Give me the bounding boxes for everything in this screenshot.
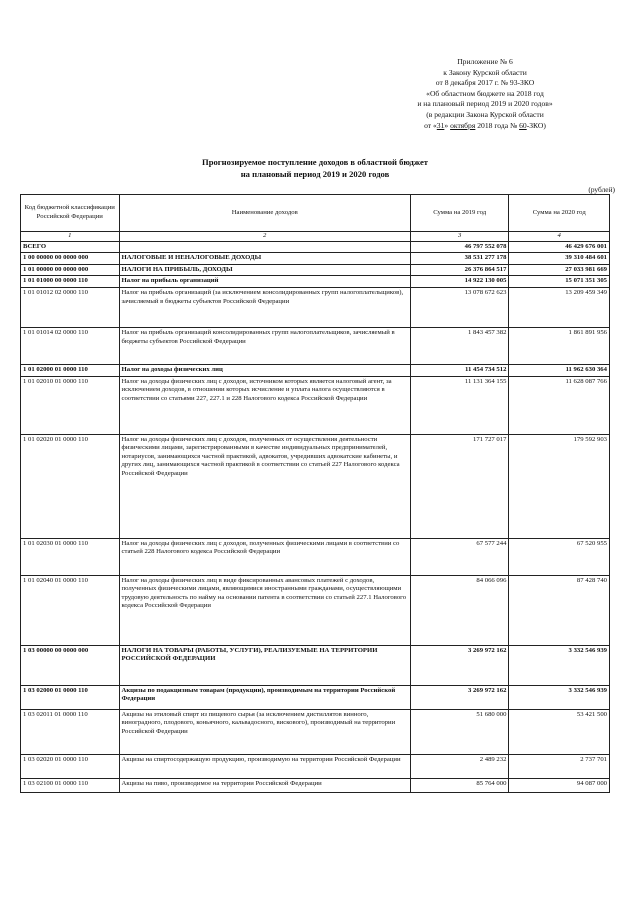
row-sum-2019: 51 680 000 [410, 709, 509, 754]
edition-prefix: от « [424, 120, 437, 130]
row-name: Налог на доходы физических лиц [119, 364, 410, 376]
row-sum-2020: 1 861 891 956 [509, 327, 610, 364]
table-row [21, 264, 610, 276]
row-code: ВСЕГО [21, 241, 120, 253]
row-sum-2019: 14 922 130 005 [410, 276, 509, 288]
row-name: Налог на доходы физических лиц в виде фиксированных авансовых платежей с доходов, полученных физическими лицами, являющимися иностранными гражданами, осуществляющими трудовую деятельность по найму на основании патента в соответствии со статьей 227.1 Налогового кодекса Российской Федерации [119, 575, 410, 645]
row-code: 1 01 02020 01 0000 110 [21, 434, 120, 538]
table-body [21, 241, 610, 792]
row-sum-2020: 11 628 087 766 [509, 376, 610, 434]
row-name: Налог на прибыль организаций [119, 276, 410, 288]
title-line: Прогнозируемое поступление доходов в областной бюджет [202, 157, 428, 167]
row-code: 1 01 01012 02 0000 110 [21, 287, 120, 327]
appendix-line: и на плановый период 2019 и 2020 годов» [417, 99, 553, 109]
table-row [21, 276, 610, 288]
row-sum-2020: 87 428 740 [509, 575, 610, 645]
index-cell: 1 [21, 232, 120, 242]
table-header-row [21, 195, 610, 232]
row-name: Акцизы на спиртосодержащую продукцию, производимую на территории Российской Федерации [119, 754, 410, 778]
edition-mid: » [444, 120, 451, 130]
index-cell: 2 [119, 232, 410, 242]
table-row [21, 364, 610, 376]
index-cell: 4 [509, 232, 610, 242]
row-code: 1 03 02011 01 0000 110 [21, 709, 120, 754]
row-code: 1 01 00000 00 0000 000 [21, 264, 120, 276]
row-sum-2020: 13 209 459 349 [509, 287, 610, 327]
row-sum-2020: 67 520 955 [509, 538, 610, 575]
row-name: Налог на прибыль организаций (за исключением консолидированных групп налогоплательщиков), зачисляемый в бюджеты субъектов Российской Федерации [119, 287, 410, 327]
row-name [119, 241, 410, 253]
appendix-line: (в редакции Закона Курской области [426, 109, 544, 119]
row-sum-2019: 171 727 017 [410, 434, 509, 538]
row-sum-2019: 3 269 972 162 [410, 645, 509, 685]
table-row [21, 778, 610, 792]
table-row [21, 754, 610, 778]
appendix-line: от 8 декабря 2017 г. № 93-ЗКО [435, 78, 535, 88]
row-name: НАЛОГИ НА ПРИБЫЛЬ, ДОХОДЫ [119, 264, 410, 276]
row-code: 1 01 02000 01 0000 110 [21, 364, 120, 376]
table-row [21, 645, 610, 685]
header-sum-2020: Сумма на 2020 год [509, 195, 610, 232]
row-code: 1 01 01000 00 0000 110 [21, 276, 120, 288]
row-sum-2019: 84 066 096 [410, 575, 509, 645]
row-sum-2019: 13 078 672 623 [410, 287, 509, 327]
edition-year: 2018 года № [475, 120, 520, 130]
appendix-block [380, 57, 590, 131]
appendix-line: «Об областном бюджете на 2018 год [426, 88, 544, 98]
row-sum-2020: 27 033 981 669 [509, 264, 610, 276]
row-sum-2019: 38 531 277 178 [410, 253, 509, 265]
table-row [21, 287, 610, 327]
row-name: Налог на доходы физических лиц с доходов, источником которых является налоговый агент, за исключением доходов, в отношении которых исчисление и уплата налога осуществляются в соответствии со статьями 227, 227.1 и 228 Налогового кодекса Российской Федерации [119, 376, 410, 434]
row-code: 1 01 01014 02 0000 110 [21, 327, 120, 364]
row-code: 1 03 02020 01 0000 110 [21, 754, 120, 778]
row-name: Налог на доходы физических лиц с доходов, полученных физическими лицами в соответствии со статьей 228 Налогового кодекса Российской Федерации [119, 538, 410, 575]
edition-number: 60 [519, 120, 527, 130]
index-cell: 3 [410, 232, 509, 242]
row-name: НАЛОГОВЫЕ И НЕНАЛОГОВЫЕ ДОХОДЫ [119, 253, 410, 265]
row-name: Акцизы на пиво, производимое на территории Российской Федерации [119, 778, 410, 792]
row-sum-2020: 15 071 351 305 [509, 276, 610, 288]
row-name: Акцизы на этиловый спирт из пищевого сырья (за исключением дистиллятов винного, виноградного, плодового, коньячного, кальвадосного, вискового), производимый на территории Российской Федерации [119, 709, 410, 754]
row-sum-2019: 1 843 457 382 [410, 327, 509, 364]
row-sum-2019: 2 489 232 [410, 754, 509, 778]
row-sum-2020: 2 737 701 [509, 754, 610, 778]
table-row [21, 434, 610, 538]
row-code: 1 01 02040 01 0000 110 [21, 575, 120, 645]
edition-suffix: -ЗКО) [526, 120, 546, 130]
row-sum-2019: 26 376 864 517 [410, 264, 509, 276]
header-code: Код бюджетной классификации Российской Федерации [21, 195, 120, 232]
table-row [21, 327, 610, 364]
row-sum-2019: 11 454 734 512 [410, 364, 509, 376]
revenue-table [20, 194, 610, 793]
appendix-line: Приложение № 6 [457, 57, 513, 66]
table-row [21, 253, 610, 265]
row-sum-2020: 94 087 000 [509, 778, 610, 792]
row-code: 1 03 00000 00 0000 000 [21, 645, 120, 685]
row-code: 1 01 02030 01 0000 110 [21, 538, 120, 575]
row-code: 1 00 00000 00 0000 000 [21, 253, 120, 265]
row-sum-2020: 3 332 546 939 [509, 645, 610, 685]
row-sum-2019: 11 131 364 155 [410, 376, 509, 434]
header-sum-2019: Сумма на 2019 год [410, 195, 509, 232]
table-row [21, 376, 610, 434]
document-title [150, 157, 480, 180]
edition-month: октября [450, 120, 476, 130]
title-line: на плановый период 2019 и 2020 годов [240, 168, 390, 179]
row-code: 1 03 02000 01 0000 110 [21, 685, 120, 709]
row-name: Налог на прибыль организаций консолидированных групп налогоплательщиков, зачисляемый в бюджеты субъектов Российской Федерации [119, 327, 410, 364]
table-row [21, 241, 610, 253]
row-code: 1 01 02010 01 0000 110 [21, 376, 120, 434]
table-row [21, 538, 610, 575]
table-row [21, 685, 610, 709]
table-row [21, 575, 610, 645]
row-sum-2019: 46 797 552 078 [410, 241, 509, 253]
row-name: Акцизы по подакцизным товарам (продукции), производимым на территории Российской Федерации [119, 685, 410, 709]
edition-day: 31 [436, 120, 445, 130]
row-sum-2019: 3 269 972 162 [410, 685, 509, 709]
appendix-line-edition [380, 121, 590, 132]
appendix-line: к Закону Курской области [443, 67, 527, 77]
row-code: 1 03 02100 01 0000 110 [21, 778, 120, 792]
table-row [21, 709, 610, 754]
row-sum-2020: 46 429 676 001 [509, 241, 610, 253]
row-sum-2020: 53 421 500 [509, 709, 610, 754]
row-name: НАЛОГИ НА ТОВАРЫ (РАБОТЫ, УСЛУГИ), РЕАЛИЗУЕМЫЕ НА ТЕРРИТОРИИ РОССИЙСКОЙ ФЕДЕРАЦИИ [119, 645, 410, 685]
row-sum-2019: 67 577 244 [410, 538, 509, 575]
row-sum-2020: 179 592 903 [509, 434, 610, 538]
row-name: Налог на доходы физических лиц с доходов, полученных от осуществления деятельности физическими лицами, зарегистрированными в качестве индивидуальных предпринимателей, нотариусов, занимающихся частной практикой, адвокатов, учредивших адвокатские кабинеты, и других лиц, занимающихся частной практикой в соответствии со статьей 227 Налогового кодекса Российской Федерации [119, 434, 410, 538]
row-sum-2019: 85 764 000 [410, 778, 509, 792]
row-sum-2020: 39 310 484 601 [509, 253, 610, 265]
header-name: Наименование доходов [119, 195, 410, 232]
row-sum-2020: 3 332 546 939 [509, 685, 610, 709]
table-index-row [21, 232, 610, 242]
row-sum-2020: 11 962 630 364 [509, 364, 610, 376]
units-label: (рублей) [588, 185, 615, 194]
